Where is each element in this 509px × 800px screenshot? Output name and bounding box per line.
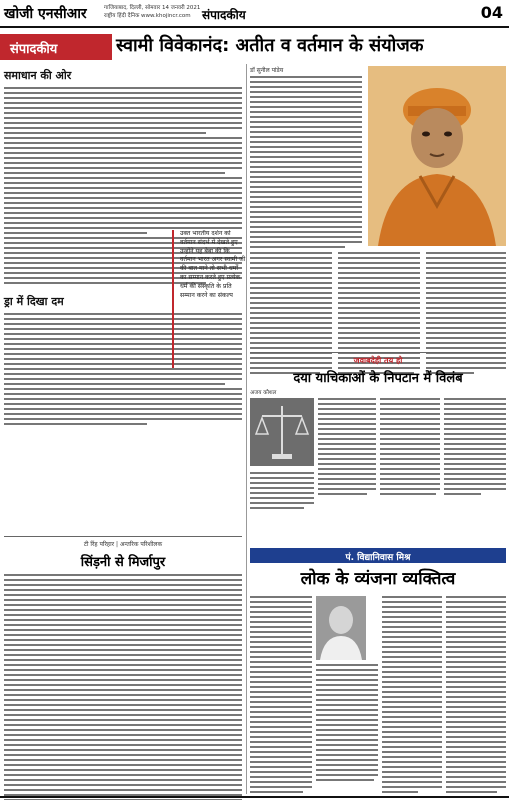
article3-byline-bar [250,548,506,563]
paper-name: खोजी एनसीआर [4,6,87,22]
author-portrait [316,596,366,660]
article3-text-col-3 [382,596,442,793]
article3-text-col-1 [250,596,312,793]
editorial-badge-label: संपादकीय [10,42,58,57]
article2-text-lower [250,472,314,509]
masthead [0,0,509,28]
article3-headline: लोक के व्यंजना व्यक्तित्व [300,569,456,589]
pull-quote-rule [172,230,174,368]
portrait-illustration [368,66,506,246]
author-photo-icon [316,596,366,660]
article2-byline: अजय कौशल [250,390,277,396]
column-divider [246,64,247,794]
pull-quote [172,230,246,368]
dateline-date: गाजियाबाद, दिल्ली, सोमवार 14 जनवरी 2021 [104,5,201,11]
article3-byline: पं. विद्यानिवास मिश्र [345,553,411,563]
article2-text-col-1 [318,398,376,495]
scales-of-justice-icon [250,398,314,466]
vivekananda-portrait [368,66,506,246]
article3-text-col-4 [446,596,506,793]
justice-illustration [250,398,314,466]
page-number: 04 [480,3,503,22]
article2-section-label: जवाबदेही तय हो [353,356,403,365]
article3-text-col-2 [316,664,378,781]
bottom-rule [0,796,509,798]
dateline-site: राष्ट्रीय हिंदी दैनिक www.khojincr.com [104,13,191,19]
lead-editorial-title: समाधान की ओर [4,69,72,82]
second-editorial-title: ड्रा में दिखा दम [4,295,64,308]
third-editorial-text [4,574,242,800]
article2-headline: दया याचिकाओं के निपटान में विलंब [293,371,463,386]
left-section-rule [4,536,242,537]
article2-top-rule [250,352,506,353]
feature-text-upper [250,76,362,248]
feature-headline: स्वामी विवेकानंद: अतीत व वर्तमान के संयोजक [116,35,424,56]
section-title: संपादकीय [202,8,246,22]
pull-quote-text: उक्त भारतीय दर्शन को वर्तमान संदर्भ में देखते हुए उन्होंने यह बेबा की कि वर्तमान भारत अगर स्वामी जी की बात माने तो सभी धर्मों का सम्मान करते हुए प्रत्येक धर्म की संस्कृति के प्रति सम्मान करने का संकल्प [180,230,246,299]
third-editorial-title: सिंड़नी से मिर्जापुर [80,555,166,570]
feature-byline: डॉ सुनील पांडेय [250,67,284,74]
article2-text-col-2 [380,398,440,495]
dateline [104,4,200,20]
article2-text-col-3 [444,398,506,495]
third-editorial-byline: टी रिंह परिहार | अन्तरिक परिशीलक [83,541,163,548]
editorial-badge [0,34,112,60]
